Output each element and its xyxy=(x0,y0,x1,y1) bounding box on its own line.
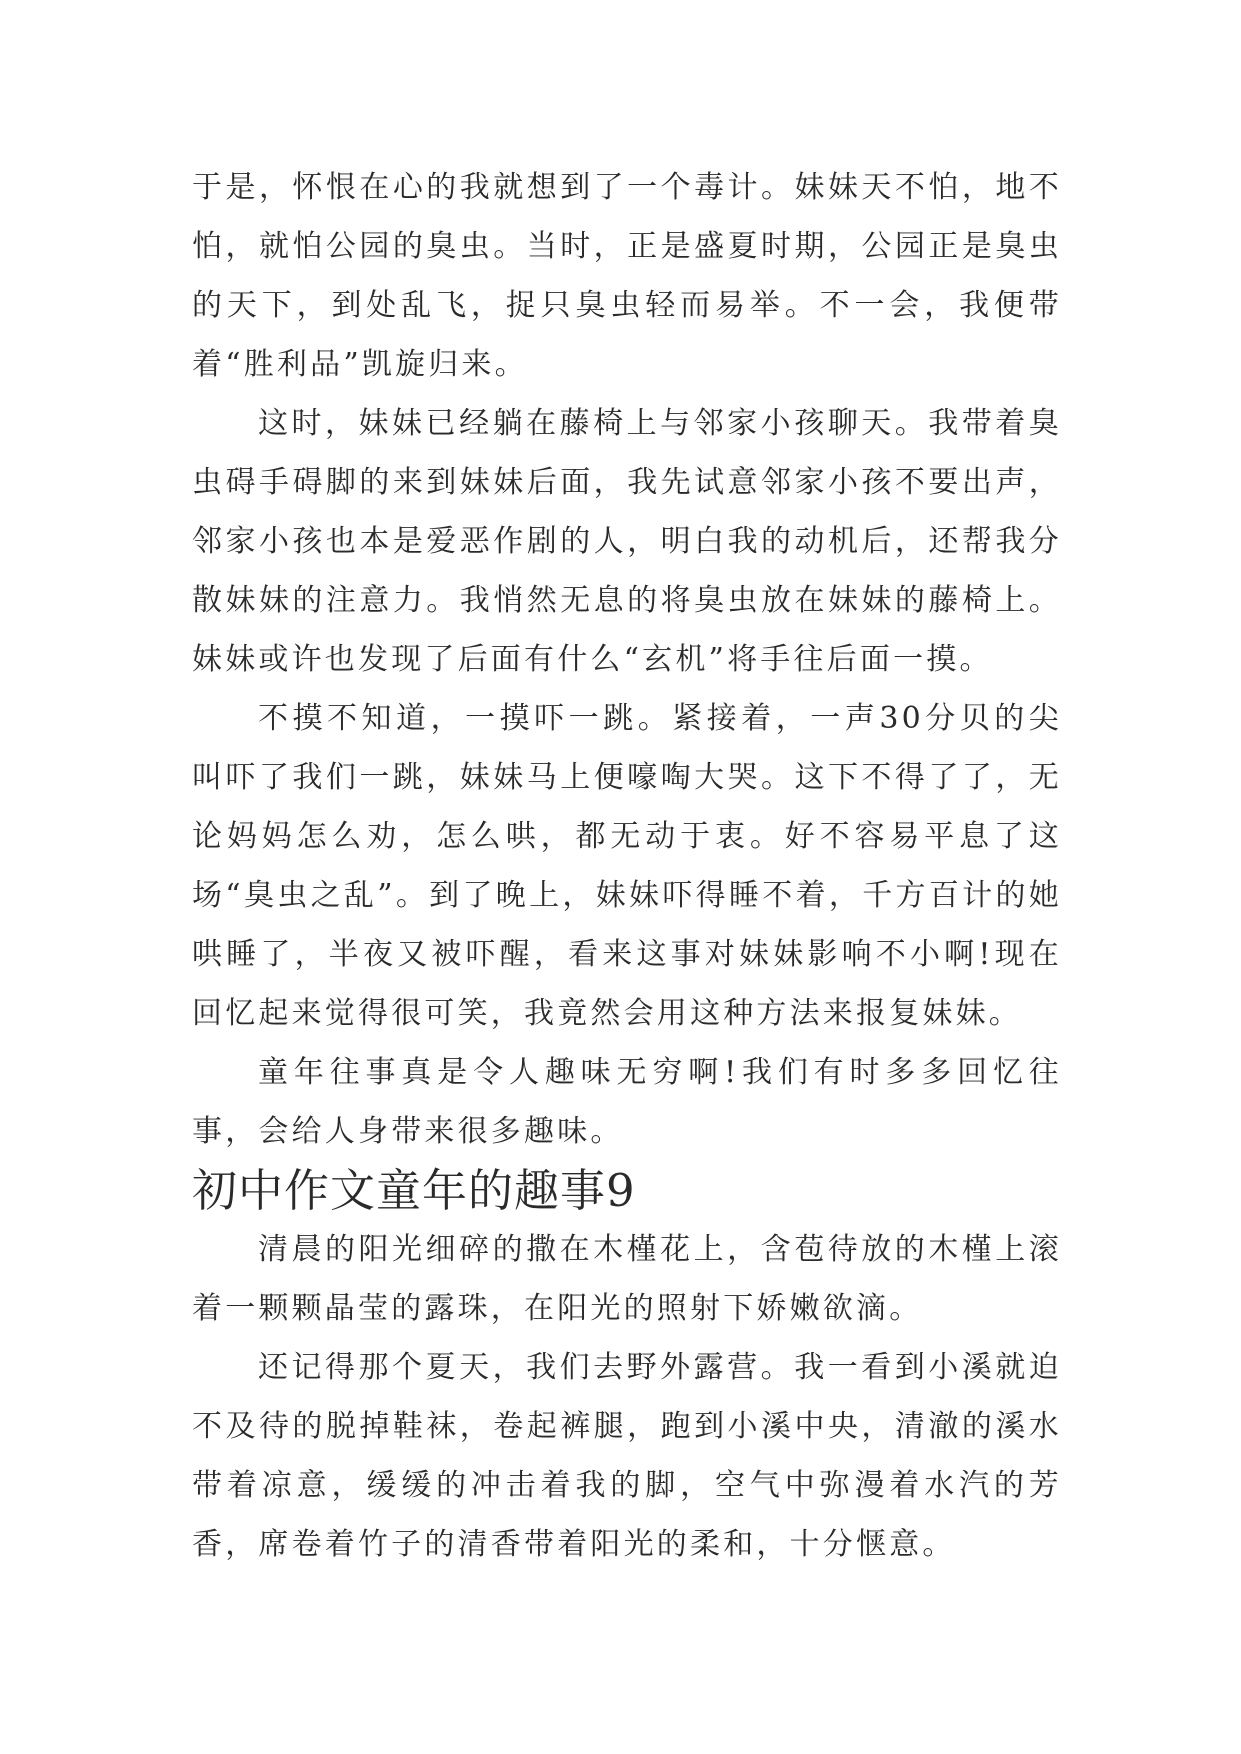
paragraph-6: 还记得那个夏天，我们去野外露营。我一看到小溪就迫不及待的脱掉鞋袜，卷起裤腿，跑到小溪中央，清澈的溪水带着凉意，缓缓的冲击着我的脚，空气中弥漫着水汽的芳香，席卷着竹子的清香带着阳光的柔和，十分惬意。 xyxy=(192,1350,1062,1562)
paragraph-4: 童年往事真是令人趣味无穷啊!我们有时多多回忆往事，会给人身带来很多趣味。 xyxy=(192,1055,1062,1149)
section-title: 初中作文童年的趣事9 xyxy=(192,1164,636,1217)
paragraph-3: 不摸不知道，一摸吓一跳。紧接着，一声30分贝的尖叫吓了我们一跳，妹妹马上便嚎啕大哭。这下不得了了，无论妈妈怎么劝，怎么哄，都无动于衷。好不容易平息了这场“臭虫之乱”。到了晚上，妹妹吓得睡不着，千方百计的她哄睡了，半夜又被吓醒，看来这事对妹妹影响不小啊!现在回忆起来觉得很可笑，我竟然会用这种方法来报复妹妹。 xyxy=(192,701,1062,1031)
paragraph-2: 这时，妹妹已经躺在藤椅上与邻家小孩聊天。我带着臭虫碍手碍脚的来到妹妹后面，我先试意邻家小孩不要出声，邻家小孩也本是爱恶作剧的人，明白我的动机后，还帮我分散妹妹的注意力。我悄然无息的将臭虫放在妹妹的藤椅上。妹妹或许也发现了后面有什么“玄机”将手往后面一摸。 xyxy=(192,406,1062,677)
paragraph-5: 清晨的阳光细碎的撒在木槿花上，含苞待放的木槿上滚着一颗颗晶莹的露珠，在阳光的照射下娇嫩欲滴。 xyxy=(192,1232,1062,1326)
document-body xyxy=(192,158,1062,1574)
paragraph-1: 于是，怀恨在心的我就想到了一个毒计。妹妹天不怕，地不怕，就怕公园的臭虫。当时，正是盛夏时期，公园正是臭虫的天下，到处乱飞，捉只臭虫轻而易举。不一会，我便带着“胜利品”凯旋归来。 xyxy=(192,170,1062,382)
